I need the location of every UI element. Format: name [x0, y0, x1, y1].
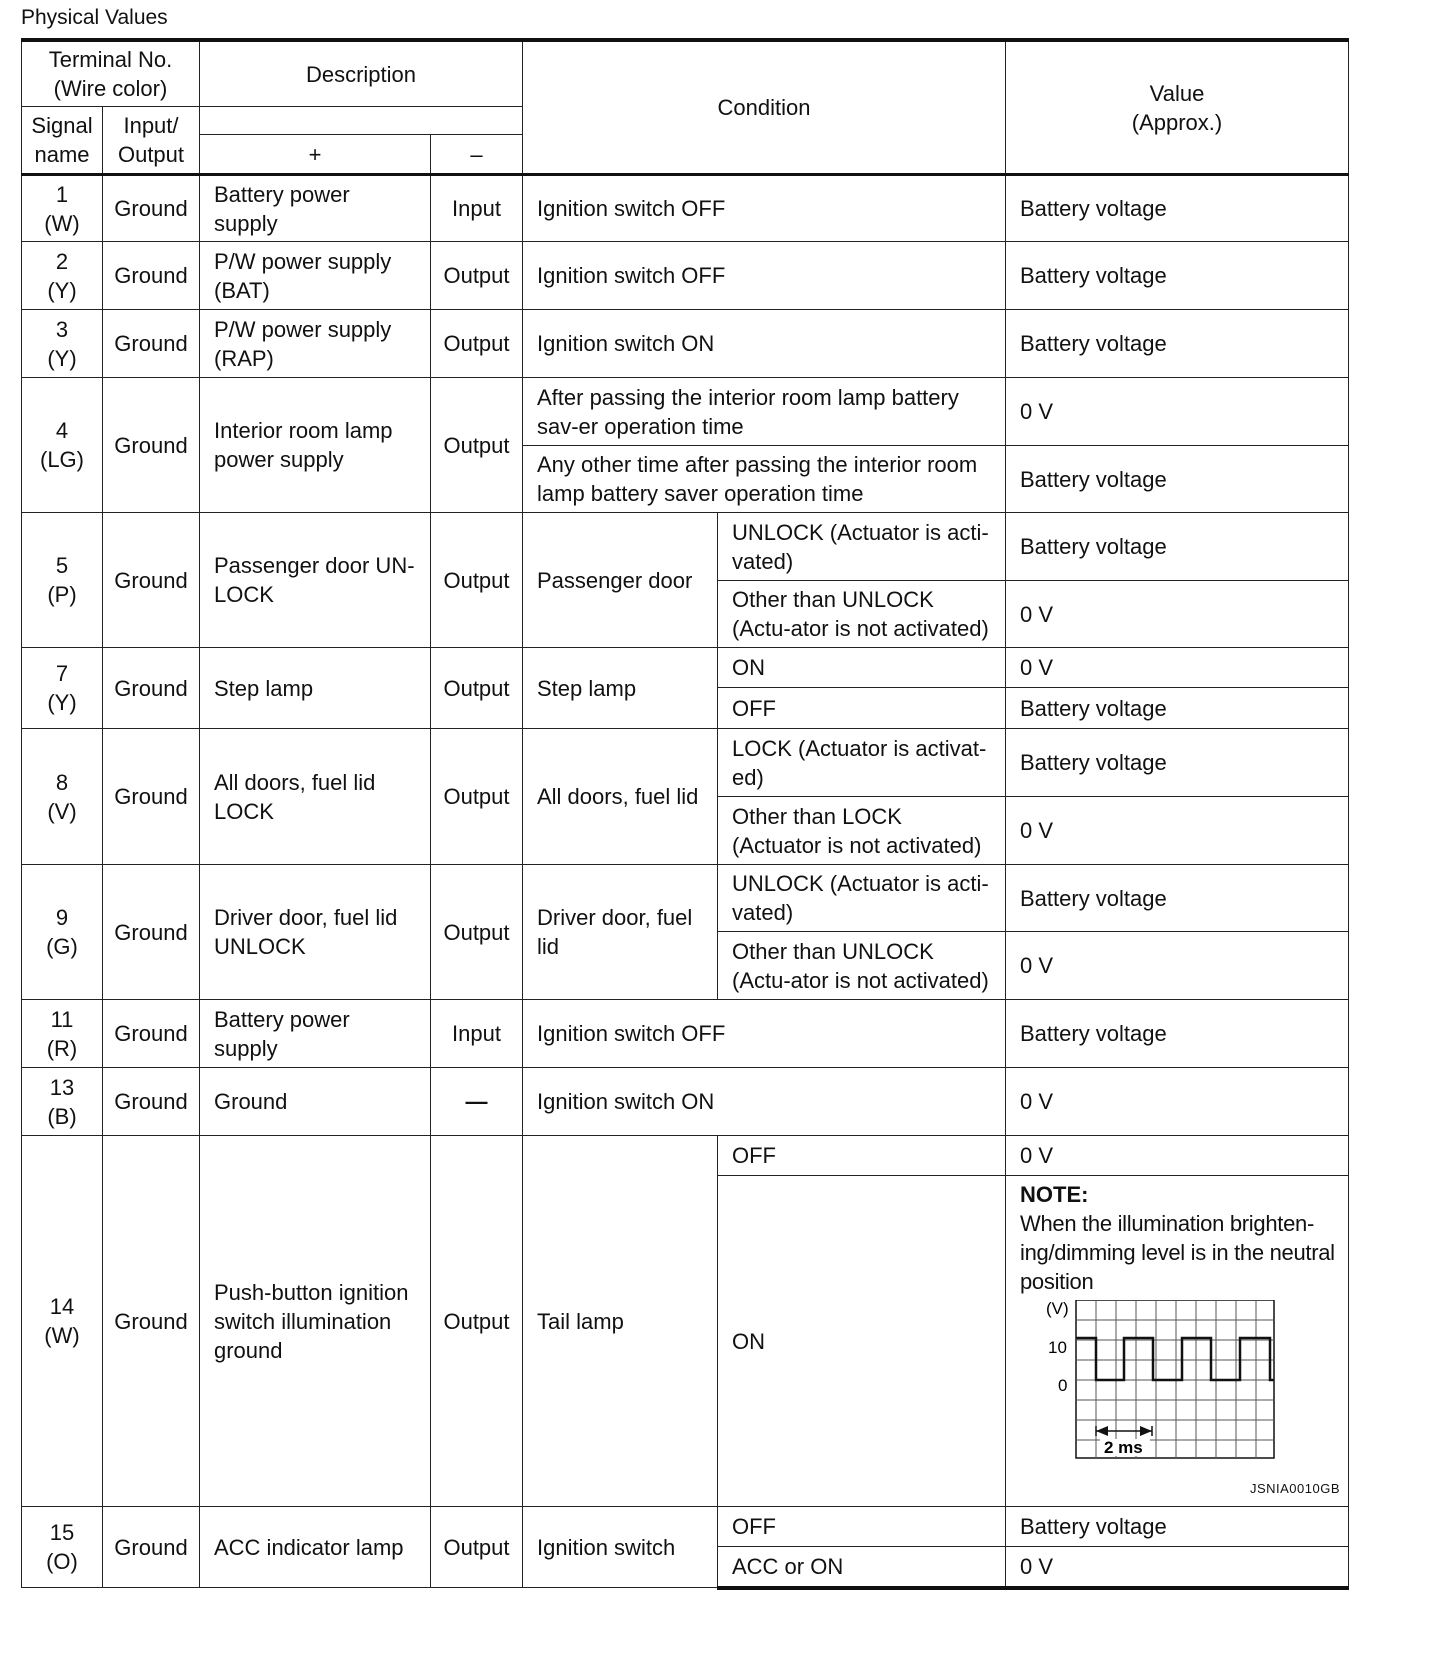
image-code: JSNIA0010GB — [1249, 1481, 1340, 1496]
value: Battery voltage — [1006, 446, 1349, 513]
input-output: Output — [431, 310, 523, 378]
oscilloscope-waveform — [1038, 1300, 1278, 1470]
signal-name: Ground — [200, 1068, 431, 1136]
condition: Ignition switch OFF — [523, 175, 1006, 242]
condition-state: OFF — [718, 1136, 1006, 1176]
terminal-number: 14 — [49, 1294, 75, 1319]
wire-color: (LG) — [40, 447, 84, 472]
terminal-number: 4 — [55, 418, 69, 443]
condition: Ignition switch OFF — [523, 242, 1006, 310]
value: Battery voltage — [1006, 513, 1349, 581]
signal-name: P/W power supply (RAP) — [200, 310, 431, 378]
value: 0 V — [1006, 378, 1349, 446]
wire-color: (P) — [47, 582, 77, 607]
terminal-cell — [22, 242, 103, 310]
condition: Driver door, fuel lid — [523, 865, 718, 1000]
wire-color: (Y) — [47, 690, 77, 715]
condition: Ignition switch ON — [523, 1068, 1006, 1136]
terminal-number: 7 — [55, 661, 69, 686]
input-output: Input — [431, 1000, 523, 1068]
signal-name: Battery power supply — [200, 175, 431, 242]
terminal-number: 9 — [55, 905, 69, 930]
condition-state: UNLOCK (Actuator is acti-vated) — [718, 513, 1006, 581]
note-text: When the illumination brighten-ing/dimming level is in the neutral position — [1020, 1211, 1335, 1294]
time-scale-marker — [1096, 1426, 1152, 1436]
input-output: Output — [431, 648, 523, 729]
signal-name: Interior room lamp power supply — [200, 378, 431, 513]
table-row — [22, 310, 1349, 378]
value: Battery voltage — [1006, 1507, 1349, 1547]
negative-terminal: Ground — [103, 1000, 200, 1068]
input-output: — — [431, 1068, 523, 1136]
condition-state: ON — [718, 648, 1006, 688]
negative-terminal: Ground — [103, 310, 200, 378]
table-row — [22, 378, 1349, 446]
value: Battery voltage — [1006, 310, 1349, 378]
signal-name: P/W power supply (BAT) — [200, 242, 431, 310]
value: Battery voltage — [1006, 175, 1349, 242]
condition: Passenger door — [523, 513, 718, 648]
terminal-number: 3 — [55, 316, 69, 342]
value-note-cell — [1006, 1176, 1349, 1507]
terminal-cell — [22, 729, 103, 865]
header-signal-name: Signal name — [22, 107, 103, 175]
table-row — [22, 1507, 1349, 1547]
condition-state: UNLOCK (Actuator is acti-vated) — [718, 865, 1006, 932]
input-output: Output — [431, 1136, 523, 1507]
input-output: Output — [431, 865, 523, 1000]
value: 0 V — [1006, 1136, 1349, 1176]
terminal-number: 13 — [49, 1074, 75, 1100]
waveform-time-scale: 2 ms — [1104, 1438, 1143, 1457]
signal-name: Driver door, fuel lid UNLOCK — [200, 865, 431, 1000]
terminal-number: 11 — [50, 1006, 74, 1032]
value: 0 V — [1006, 1547, 1349, 1588]
value: 0 V — [1006, 581, 1349, 648]
terminal-cell — [22, 175, 103, 242]
note-title: NOTE: — [1020, 1182, 1089, 1207]
condition: Any other time after passing the interior room lamp battery saver operation time — [523, 446, 1006, 513]
negative-terminal: Ground — [103, 378, 200, 513]
waveform-trace — [1076, 1338, 1274, 1380]
condition-state: OFF — [718, 1507, 1006, 1547]
wire-color: (Y) — [47, 345, 77, 371]
signal-name: Battery power supply — [200, 1000, 431, 1068]
header-row — [22, 40, 1349, 107]
wire-color: (O) — [46, 1549, 78, 1574]
waveform-y-tick-high: 10 — [1048, 1338, 1067, 1357]
condition: Ignition switch OFF — [523, 1000, 1006, 1068]
terminal-cell — [22, 1068, 103, 1136]
terminal-cell — [22, 1136, 103, 1507]
header-plus: + — [200, 135, 431, 175]
header-minus: – — [431, 135, 523, 175]
table-row — [22, 175, 1349, 242]
wire-color: (W) — [44, 1323, 80, 1348]
negative-terminal: Ground — [103, 1507, 200, 1588]
input-output: Output — [431, 1507, 523, 1588]
header-terminal-no-label: Terminal No. — [48, 47, 173, 72]
terminal-number: 5 — [55, 553, 69, 578]
terminal-cell — [22, 865, 103, 1000]
negative-terminal: Ground — [103, 729, 200, 865]
value: Battery voltage — [1006, 688, 1349, 729]
wire-color: (W) — [44, 210, 80, 236]
terminal-cell — [22, 513, 103, 648]
input-output: Output — [431, 378, 523, 513]
header-value-label: Value — [1149, 80, 1205, 106]
table-row — [22, 242, 1349, 310]
table-row — [22, 1068, 1349, 1136]
terminal-number: 15 — [49, 1520, 75, 1545]
terminal-cell — [22, 1507, 103, 1588]
signal-name: All doors, fuel lid LOCK — [200, 729, 431, 865]
negative-terminal: Ground — [103, 865, 200, 1000]
condition-state: Other than LOCK (Actuator is not activated) — [718, 797, 1006, 865]
signal-name: ACC indicator lamp — [200, 1507, 431, 1588]
waveform-y-tick-low: 0 — [1058, 1376, 1068, 1395]
header-description: Description — [200, 40, 523, 107]
table-row — [22, 865, 1349, 932]
page-title: Physical Values — [21, 6, 168, 29]
wire-color: (V) — [47, 798, 77, 824]
signal-name: Passenger door UN-LOCK — [200, 513, 431, 648]
value: 0 V — [1006, 648, 1349, 688]
condition-state: LOCK (Actuator is activat-ed) — [718, 729, 1006, 797]
condition-state: Other than UNLOCK (Actu-ator is not activated) — [718, 581, 1006, 648]
wire-color: (B) — [47, 1103, 77, 1129]
negative-terminal: Ground — [103, 1068, 200, 1136]
value: Battery voltage — [1006, 1000, 1349, 1068]
terminal-cell — [22, 1000, 103, 1068]
header-condition: Condition — [523, 40, 1006, 175]
condition: Tail lamp — [523, 1136, 718, 1507]
table-row — [22, 729, 1349, 797]
table-row — [22, 648, 1349, 688]
condition: Step lamp — [523, 648, 718, 729]
value: Battery voltage — [1006, 729, 1349, 797]
wire-color: (Y) — [47, 277, 77, 303]
negative-terminal: Ground — [103, 513, 200, 648]
signal-name: Step lamp — [200, 648, 431, 729]
negative-terminal: Ground — [103, 1136, 200, 1507]
terminal-cell — [22, 648, 103, 729]
value: Battery voltage — [1006, 242, 1349, 310]
terminal-cell — [22, 310, 103, 378]
header-value — [1006, 40, 1349, 175]
physical-values-table — [21, 38, 1349, 1590]
condition: After passing the interior room lamp battery sav-er operation time — [523, 378, 1006, 446]
condition: All doors, fuel lid — [523, 729, 718, 865]
negative-terminal: Ground — [103, 242, 200, 310]
negative-terminal: Ground — [103, 648, 200, 729]
input-output: Input — [431, 175, 523, 242]
condition-state: ACC or ON — [718, 1547, 1006, 1588]
input-output: Output — [431, 242, 523, 310]
header-approx-label: (Approx.) — [1131, 109, 1223, 135]
wire-color: (G) — [46, 934, 78, 959]
condition-state: OFF — [718, 688, 1006, 729]
wire-color: (R) — [46, 1035, 78, 1061]
value: 0 V — [1006, 1068, 1349, 1136]
condition: Ignition switch ON — [523, 310, 1006, 378]
header-wire-color-label: (Wire color) — [53, 76, 168, 101]
value: 0 V — [1006, 797, 1349, 865]
header-terminal-no — [22, 40, 200, 107]
header-input-output: Input/ Output — [103, 107, 200, 175]
terminal-number: 1 — [55, 181, 69, 207]
terminal-number: 8 — [55, 769, 69, 795]
input-output: Output — [431, 729, 523, 865]
negative-terminal: Ground — [103, 175, 200, 242]
input-output: Output — [431, 513, 523, 648]
condition-state: ON — [718, 1176, 1006, 1507]
table-row — [22, 1136, 1349, 1176]
value: Battery voltage — [1006, 865, 1349, 932]
waveform-y-unit: (V) — [1046, 1300, 1069, 1318]
table-row — [22, 513, 1349, 581]
condition: Ignition switch — [523, 1507, 718, 1588]
table-row — [22, 1000, 1349, 1068]
terminal-number: 2 — [55, 248, 69, 274]
signal-name: Push-button ignition switch illumination ground — [200, 1136, 431, 1507]
value: 0 V — [1006, 932, 1349, 1000]
condition-state: Other than UNLOCK (Actu-ator is not activated) — [718, 932, 1006, 1000]
terminal-cell — [22, 378, 103, 513]
